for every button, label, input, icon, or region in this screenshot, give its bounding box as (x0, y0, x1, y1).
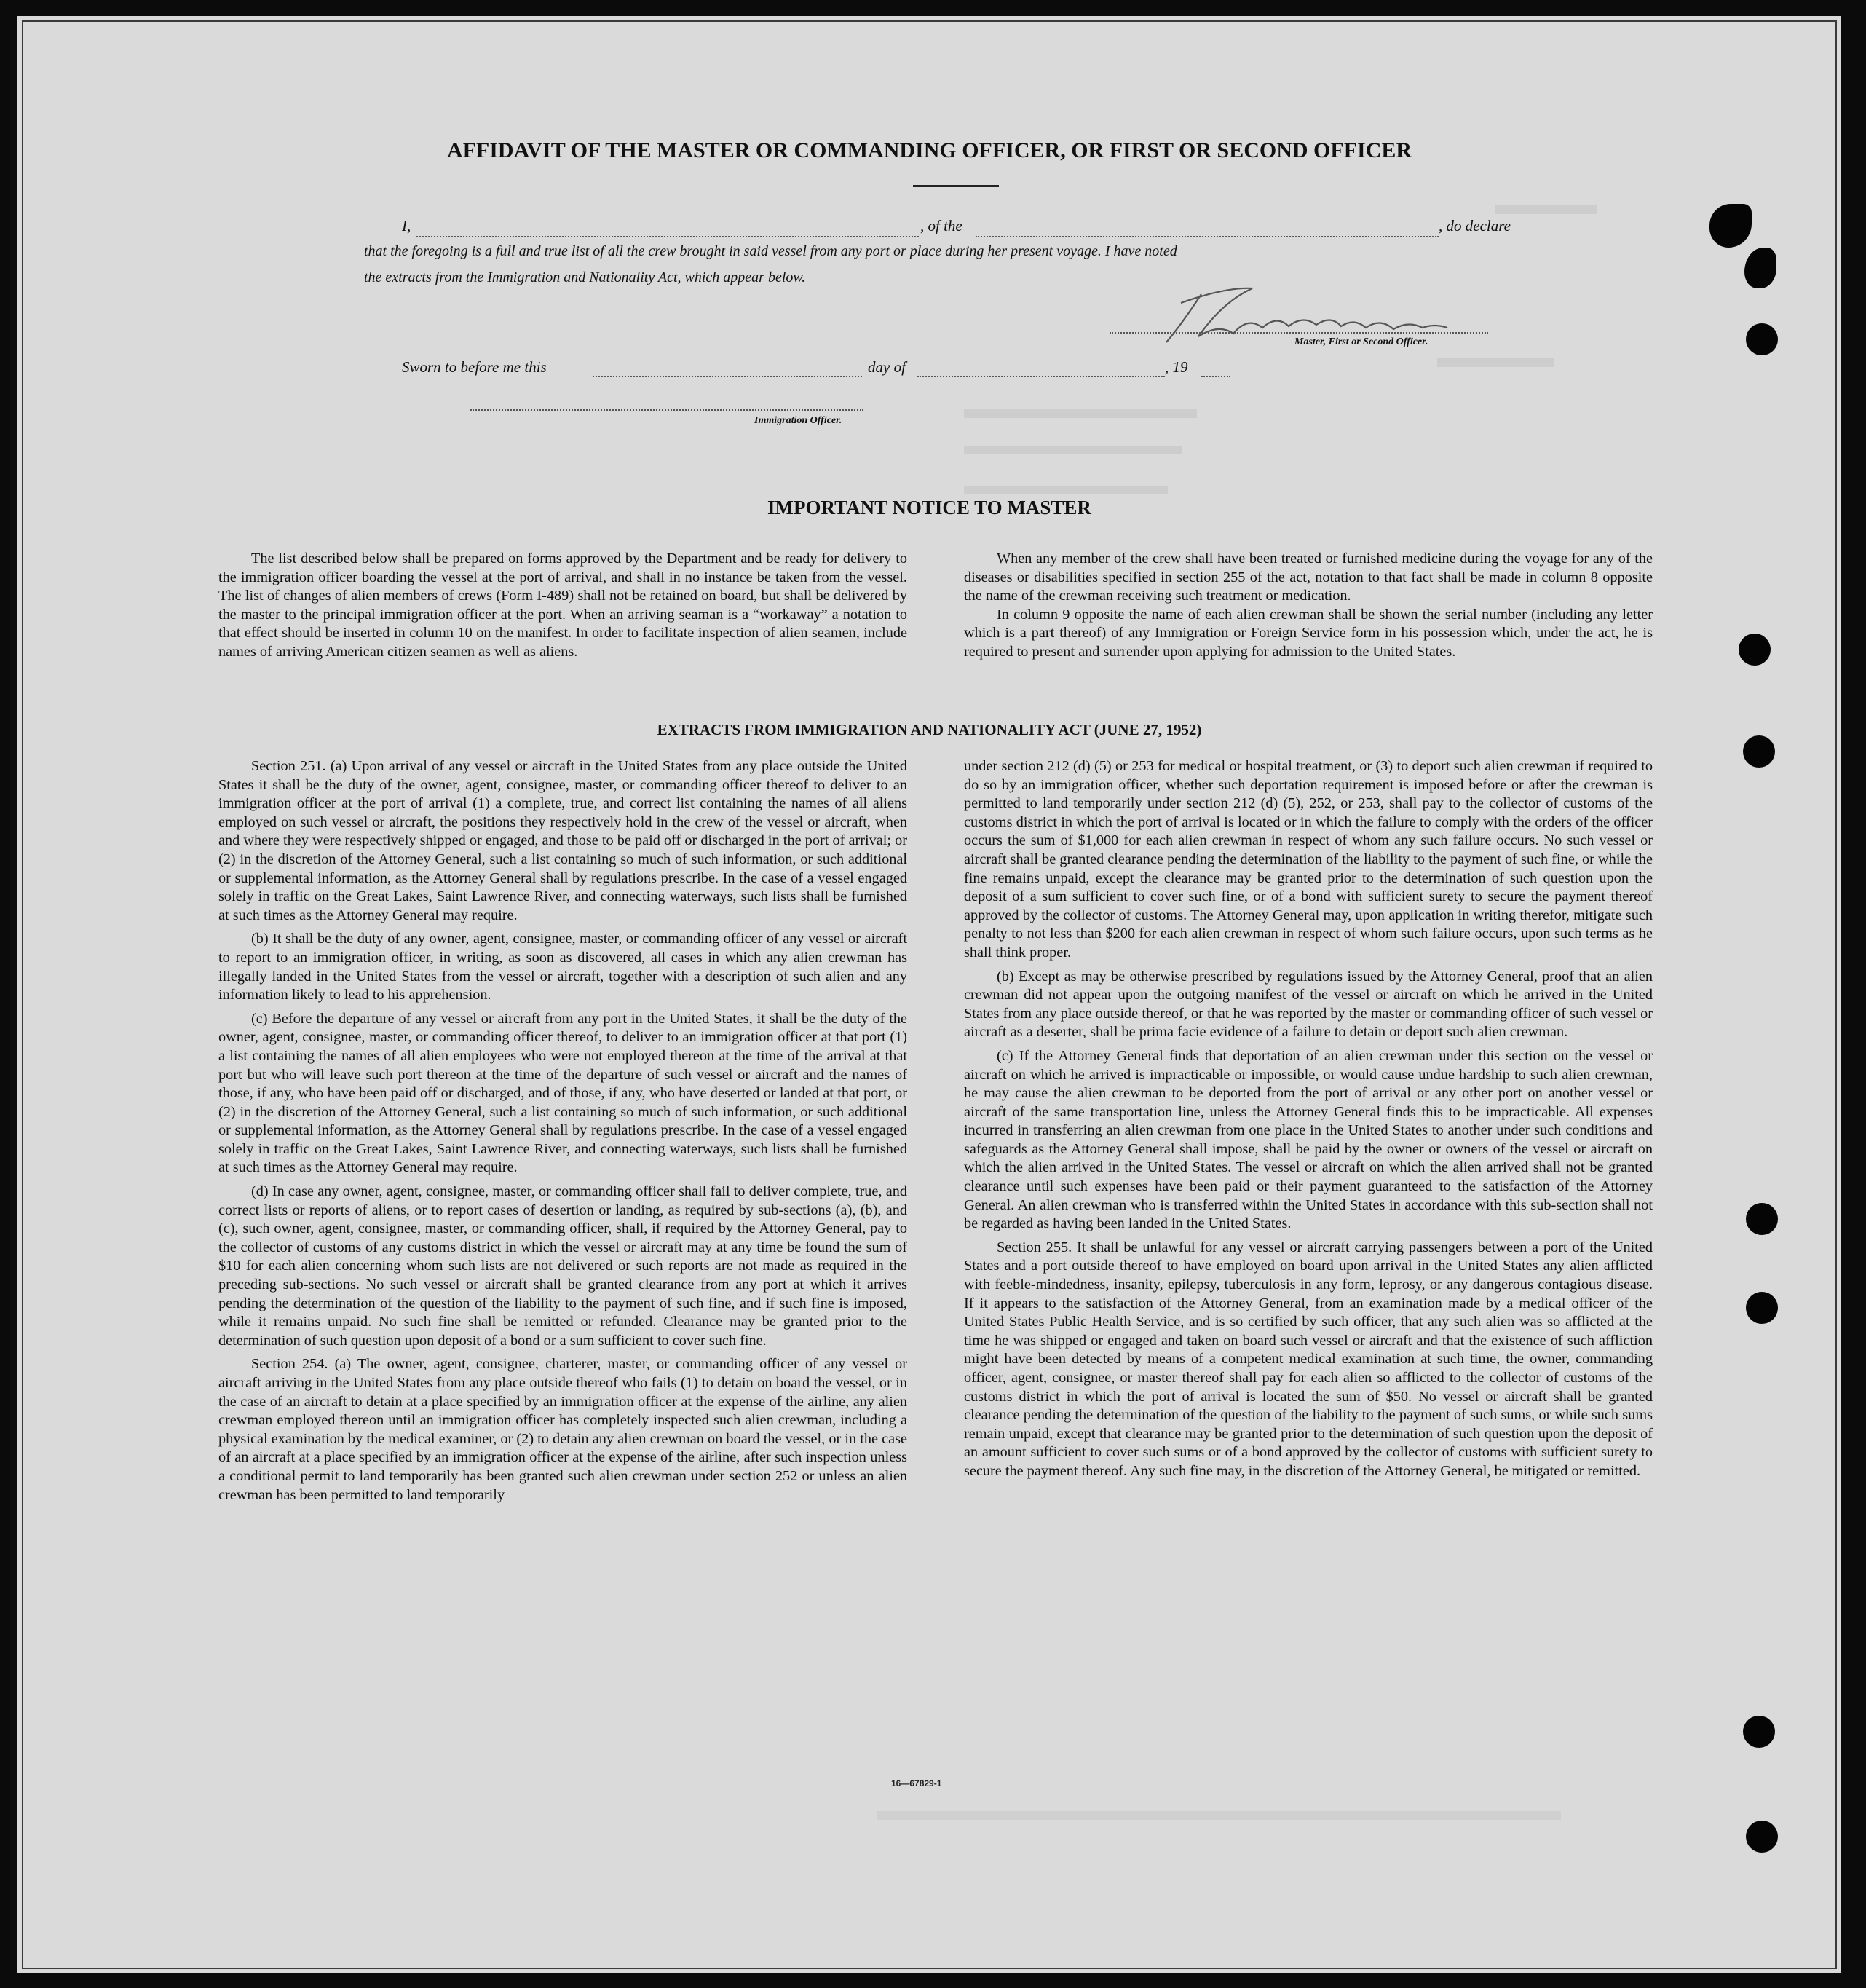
sworn-day-line (593, 376, 862, 377)
form-code: 16—67829-1 (891, 1778, 942, 1788)
notice-right-paragraph: In column 9 opposite the name of each alien crewman shall be shown the serial number (including any letter which is a part thereof) of any Immigration or Foreign Service form in his possession which, under the act, he is required to present and surrender upon applying for admission to the United States. (964, 606, 1653, 660)
declaration-text-line1: that the foregoing is a full and true list of all the crew brought in said vessel from any port or place during her present voyage. I have noted (364, 243, 1177, 259)
act-paragraph: Section 251. (a) Upon arrival of any vessel or aircraft in the United States from any place outside the United States it shall be the duty of the owner, agent, consignee, master, or commanding officer thereof to deliver to an immigration officer at the port of arrival (1) a complete, true, and correct list containing the names of all aliens employed on such vessel or aircraft, the positions they respectively hold in the crew of the vessel or aircraft, when and where they were respectively shipped or engaged, and those to be paid off or discharged in the port of arrival; or (2) in the discretion of the Attorney General, such a list containing so much of such information, or such additional or supplemental information, as the Attorney General shall by regulations prescribe. In the case of a vessel engaged solely in traffic on the Great Lakes, Saint Lawrence River, and connecting waterways, such lists shall be furnished at such times as the Attorney General may require. (218, 758, 907, 923)
act-paragraph: (b) It shall be the duty of any owner, agent, consignee, master, or commanding officer of any vessel or aircraft to report to an immigration officer, in writing, as soon as discovered, all cases in which any alien crewman has illegally landed in the United States from the vessel or aircraft, together with a description of such alien and any information likely to lead to his apprehension. (218, 931, 907, 1003)
act-paragraph: (c) Before the departure of any vessel or aircraft from any port in the United States, it shall be the duty of the owner, agent, consignee, master, or commanding officer thereof, to deliver to an immigration officer at that port (1) a list containing the names of all alien employees who were not employed thereon at the time of the arrival at that port but who will leave such port thereon at the time of the departure of such vessel or aircraft and the names of those, if any, who have been paid off or discharged, and of those, if any, who have deserted or landed at that port, or (2) in the discretion of the Attorney General, such a list containing so much of such information, or such additional or supplemental information, as the Attorney General shall by regulations prescribe. In the case of a vessel engaged solely in traffic on the Great Lakes, Saint Lawrence River, and connecting waterways, such lists shall be furnished at such times as the Attorney General may require. (218, 1010, 907, 1176)
affidavit-title: AFFIDAVIT OF THE MASTER OR COMMANDING OFFICER, OR FIRST OR SECOND OFFICER (446, 138, 1412, 162)
master-caption: Master, First or Second Officer. (1294, 336, 1428, 347)
punch-hole-icon (1746, 1821, 1778, 1853)
sworn-year-line (1201, 376, 1230, 377)
extracts-title: EXTRACTS FROM IMMIGRATION AND NATIONALITY ACT (JUNE 27, 1952) (657, 721, 1202, 738)
notice-left-column (218, 550, 907, 662)
punch-hole-icon (1746, 1292, 1778, 1324)
document-page (17, 16, 1841, 1973)
affidavit-do-declare-label: , do declare (1439, 217, 1511, 234)
act-paragraph: under section 212 (d) (5) or 253 for medical or hospital treatment, or (3) to deport such alien crewman if required to do so by an immigration officer, whether such deportation requirement is imposed before or after the crewman is permitted to land temporarily under section 212 (d) (5), 252, or 253, shall pay to the collector of customs of the customs district in which the port of arrival is located or in which the failure to comply with the orders of the officer occurs the sum of $1,000 for each alien crewman in respect of whom any such failure occurs. No such vessel or aircraft shall be granted clearance pending the determination of the liability to the payment of such fine, or while the fine remains unpaid, except the clearance may be granted prior to the determination of such question upon the deposit of a sum sufficient to cover such fine, or of a bond with sufficient surety to secure the payment thereof approved by the collector of customs. The Attorney General may, upon application in writing therefor, mitigate such penalty to not less than $200 for each alien crewman in respect of whom such failure occurs, upon such terms as he shall think proper. (964, 758, 1653, 961)
act-paragraph: Section 255. It shall be unlawful for any vessel or aircraft carrying passengers between a port of the United States and a port outside thereof to have employed on board upon arrival in the United States any alien afflicted with feeble-mindedness, insanity, epilepsy, tuberculosis in any form, leprosy, or any dangerous contagious disease. If it appears to the satisfaction of the Attorney General, from an examination made by a medical officer of the United States Public Health Service, and is so certified by such officer, that any such alien was so afflicted at the time he was shipped or engaged and taken on board such vessel or aircraft and that the existence of such affliction might have been detected by means of a competent medical examination at such time, the owner, commanding officer, agent, consignee, or master thereof shall pay for each alien so afflicted to the collector of customs of the customs district in which the port of arrival is located the sum of $50. No vessel or aircraft shall be granted clearance pending the determination of the question of the liability to the payment of such sums, or while such sums remain unpaid, except that clearance may be granted prior to the determination of such question upon the deposit of an amount sufficient to cover such sums or of a bond approved by the collector of customs with sufficient surety to secure the payment thereof. Any such fine may, in the discretion of the Attorney General, be mitigated or remitted. (964, 1239, 1653, 1479)
notice-right-paragraph: When any member of the crew shall have been treated or furnished medicine during the voyage for any of the diseases or disabilities specified in section 255 of the act, notation to that fact shall be made in column 8 opposite the name of the crewman receiving such treatment or medication. (964, 551, 1653, 604)
master-signature-line (1110, 332, 1488, 334)
notice-right-column (964, 550, 1653, 662)
year-label: , 19 (1165, 358, 1188, 376)
master-name-line (416, 236, 919, 237)
punch-hole-icon (1743, 1716, 1775, 1748)
declaration-text-line2: the extracts from the Immigration and Nationality Act, which appear below. (364, 269, 806, 285)
day-of-label: day of (868, 358, 906, 376)
act-paragraph: (d) In case any owner, agent, consignee, master, or commanding officer shall fail to deliver complete, true, and correct lists or reports of aliens, or to report cases of desertion or landing, as required by sub-sections (a), (b), and (c), such owner, agent, consignee, master, or commanding officer, shall, if required by the Attorney General, pay to the collector of customs of any customs district in which the vessel or aircraft may at any time be found the sum of $10 for each alien concerning whom such lists are not delivered or such reports are not made as required in the preceding sub-sections. No such vessel or aircraft shall be granted clearance from any port at which it arrives pending the determination of the question of the liability to the payment of such fine, and if such fine is imposed, while it remains unpaid. No such fine shall be remitted or refunded. Clearance may be granted prior to the determination of such question upon deposit of a bond or a sum sufficient to cover such fine. (218, 1183, 907, 1349)
punch-hole-icon (1739, 634, 1771, 666)
punch-hole-icon (1746, 323, 1778, 355)
sworn-month-line (917, 376, 1165, 377)
extracts-right-column (964, 757, 1653, 1486)
affidavit-of-the-label: , of the (920, 217, 962, 234)
officer-caption: Immigration Officer. (754, 415, 842, 426)
immigration-officer-line (470, 409, 863, 411)
notice-left-paragraph: The list described below shall be prepared on forms approved by the Department and be ready for delivery to the immigration officer boarding the vessel at the port of arrival, and shall in no instance be taken from the vessel. The list of changes of alien members of crews (Form I-489) shall not be retained on board, but shall be delivered by the master to the principal immigration officer at the port. When an arriving seaman is a “workaway” a notation to that effect should be inserted in column 10 on the manifest. In order to facilitate inspection of alien seamen, include names of arriving American citizen seamen as well as aliens. (218, 551, 907, 660)
act-paragraph: (c) If the Attorney General finds that deportation of an alien crewman under this section on the vessel or aircraft on which he arrived is impracticable or impossible, or would cause undue hardship to such alien crewman, he may cause the alien crewman to be deported from the port of arrival or any other port on another vessel or aircraft of the same transportation line, unless the Attorney General finds this to be impracticable. All expenses incurred in transferring an alien crewman from one place in the United States to another under such conditions and safeguards as the Attorney General shall impose, shall be paid by the owner or owners of the vessel or aircraft on which the alien arrived in the United States. The vessel or aircraft on which the alien arrived shall not be granted clearance until such expenses have been paid or their payment guaranteed to the satisfaction of the Attorney General. An alien crewman who is transferred within the United States in accordance with this sub-section shall not be regarded as having been landed in the United States. (964, 1047, 1653, 1232)
act-paragraph: Section 254. (a) The owner, agent, consignee, charterer, master, or commanding officer of any vessel or aircraft arriving in the United States from any place outside thereof who fails (1) to detain on board the vessel, or in the case of an aircraft to detain at a place specified by an immigration officer at the expense of the airline, any alien crewman employed thereon until an immigration officer has completely inspected such alien crewman, including a physical examination by the medical examiner, or (2) to detain any alien crewman on board the vessel, or in the case of an aircraft at a place specified by an immigration officer at the expense of the airline, after such inspection unless a conditional permit to land temporarily has been granted such alien crewman under section 252 or unless an alien crewman has been permitted to land temporarily (218, 1356, 907, 1503)
extracts-left-column (218, 757, 907, 1510)
sworn-label: Sworn to before me this (402, 358, 547, 376)
act-paragraph: (b) Except as may be otherwise prescribed by regulations issued by the Attorney General, proof that an alien crewman did not appear upon the outgoing manifest of the vessel or aircraft on which he arrived in the United States from any place outside thereof, or that he was reported by the master or commanding officer of such vessel or aircraft as a deserter, shall be prima facie evidence of a failure to detain or deport such alien crewman. (964, 968, 1653, 1041)
notice-title: IMPORTANT NOTICE TO MASTER (767, 497, 1091, 518)
vessel-name-line (976, 236, 1439, 237)
punch-hole-icon (1746, 1203, 1778, 1235)
punch-hole-icon (1743, 735, 1775, 768)
title-rule (913, 185, 999, 187)
affidavit-i-label: I, (402, 217, 411, 234)
